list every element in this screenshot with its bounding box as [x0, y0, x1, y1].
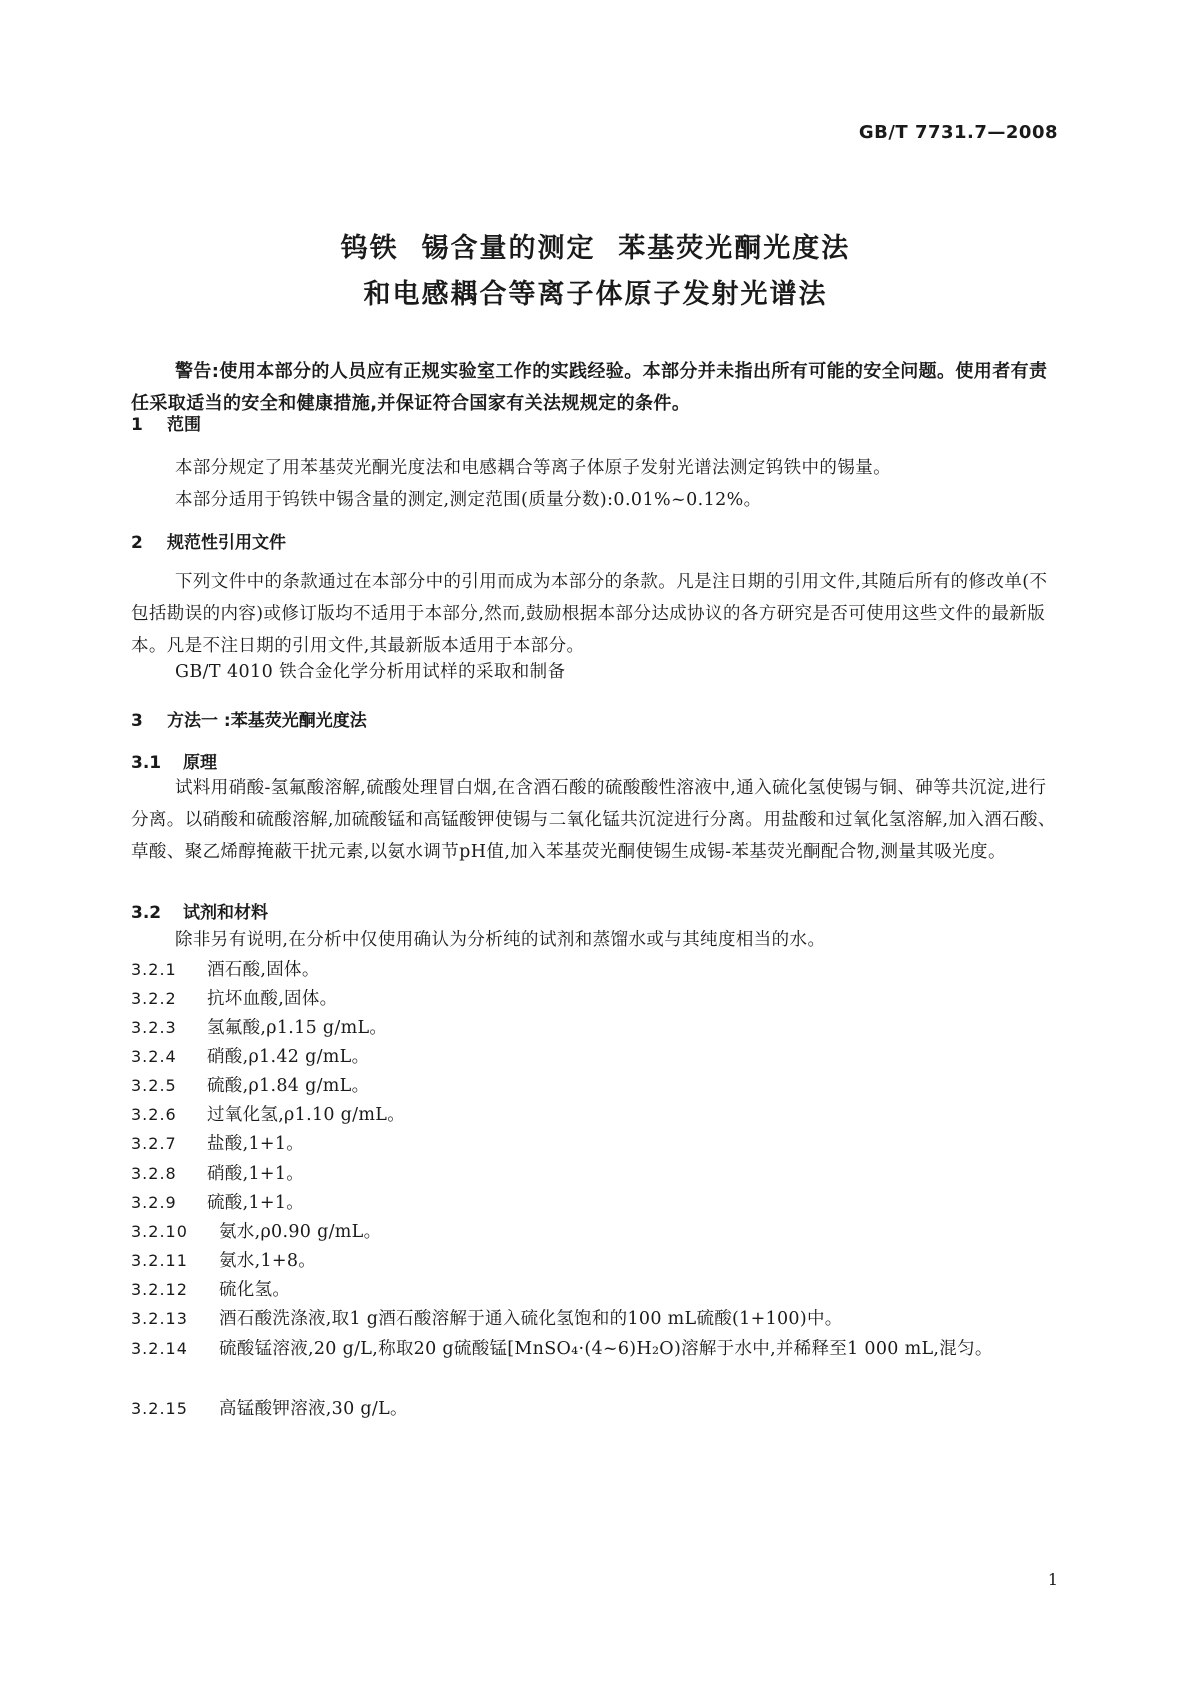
- section-number: 1: [131, 415, 143, 435]
- item-number: 3.2.10: [131, 1222, 188, 1241]
- item-number: 3.2.1: [131, 960, 177, 979]
- item-text: 硝酸,ρ1.42 g/mL。: [207, 1047, 370, 1067]
- document-title: [0, 226, 1191, 318]
- reagent-item: [131, 1333, 1061, 1365]
- section-title: 规范性引用文件: [167, 533, 286, 553]
- item-text: 酒石酸,固体。: [207, 960, 320, 980]
- item-number: 3.2.8: [131, 1164, 177, 1183]
- reagent-item: [131, 1245, 1061, 1277]
- item-number: 3.2.2: [131, 989, 177, 1008]
- item-number: 3.2.15: [131, 1399, 188, 1418]
- item-number: 3.2.6: [131, 1105, 177, 1124]
- item-text: 高锰酸钾溶液,30 g/L。: [219, 1399, 408, 1419]
- section-1-paragraph-2: 本部分适用于钨铁中锡含量的测定,测定范围(质量分数):0.01%~0.12%。: [175, 490, 762, 510]
- normative-reference: GB/T 4010 铁合金化学分析用试样的采取和制备: [175, 662, 566, 682]
- title-line-2: 和电感耦合等离子体原子发射光谱法: [363, 279, 828, 310]
- section-2-paragraph: 下列文件中的条款通过在本部分中的引用而成为本部分的条款。凡是注日期的引用文件,其随后所有的修改单(不包括勘误的内容)或修订版均不适用于本部分,然而,鼓励根据本部分达成协议的各方研究是否可使用这些文件的最新版本。凡是不注日期的引用文件,其最新版本适用于本部分。: [131, 572, 1048, 656]
- item-number: 3.2.5: [131, 1076, 177, 1095]
- reagent-item: [131, 1041, 1061, 1073]
- principle-paragraph: 试料用硝酸-氢氟酸溶解,硫酸处理冒白烟,在含酒石酸的硫酸酸性溶液中,通入硫化氢使锡与铜、砷等共沉淀,进行分离。以硝酸和硫酸溶解,加硫酸锰和高锰酸钾使锡与二氧化锰共沉淀进行分离。用盐酸和过氧化氢溶解,加入酒石酸、草酸、聚乙烯醇掩蔽干扰元素,以氨水调节pH值,加入苯基荧光酮使锡生成锡-苯基荧光酮配合物,测量其吸光度。: [131, 778, 1056, 862]
- item-number: 3.2.12: [131, 1280, 188, 1299]
- item-text: 硫酸,1+1。: [207, 1193, 305, 1213]
- reagent-item: [131, 954, 1061, 986]
- reagent-item: [131, 1099, 1061, 1131]
- item-text: 硫酸锰溶液,20 g/L,称取20 g硫酸锰[MnSO₄·(4~6)H₂O)溶解于水中,并稀释至1 000 mL,混匀。: [219, 1339, 993, 1359]
- subsection-number: 3.1: [131, 753, 162, 773]
- item-text: 硫化氢。: [219, 1280, 291, 1300]
- item-text: 硝酸,1+1。: [207, 1164, 305, 1184]
- item-text: 氢氟酸,ρ1.15 g/mL。: [207, 1018, 388, 1038]
- subsection-title: 试剂和材料: [183, 903, 268, 923]
- section-1-heading: [131, 410, 201, 435]
- item-number: 3.2.7: [131, 1134, 177, 1153]
- item-text: 氨水,ρ0.90 g/mL。: [219, 1222, 382, 1242]
- section-number: 3: [131, 711, 143, 731]
- section-3-2-heading: [131, 898, 268, 923]
- item-number: 3.2.14: [131, 1339, 188, 1358]
- item-text: 氨水,1+8。: [219, 1251, 317, 1271]
- reagents-intro-paragraph: 除非另有说明,在分析中仅使用确认为分析纯的试剂和蒸馏水或与其纯度相当的水。: [175, 930, 826, 950]
- reagent-item: [131, 1216, 1061, 1248]
- reagent-item: [131, 983, 1061, 1015]
- item-number: 3.2.9: [131, 1193, 177, 1212]
- item-text: 抗坏血酸,固体。: [207, 989, 338, 1009]
- item-number: 3.2.11: [131, 1251, 188, 1270]
- subsection-number: 3.2: [131, 903, 162, 923]
- section-3-1-heading: [131, 748, 217, 773]
- subsection-title: 原理: [183, 753, 217, 773]
- reagent-item: [131, 1393, 1061, 1425]
- title-line-1: 钨铁 锡含量的测定 苯基荧光酮光度法: [340, 233, 851, 264]
- section-number: 2: [131, 533, 143, 553]
- section-title: 范围: [167, 415, 201, 435]
- item-number: 3.2.3: [131, 1018, 177, 1037]
- section-1-paragraph-1: 本部分规定了用苯基荧光酮光度法和电感耦合等离子体原子发射光谱法测定钨铁中的锡量。: [175, 458, 891, 478]
- reagent-item: [131, 1158, 1061, 1190]
- reagent-item: [131, 1070, 1061, 1102]
- item-number: 3.2.4: [131, 1047, 177, 1066]
- item-text: 酒石酸洗涤液,取1 g酒石酸溶解于通入硫化氢饱和的100 mL硫酸(1+100)中。: [219, 1309, 843, 1329]
- warning-paragraph: 警告:使用本部分的人员应有正规实验室工作的实践经验。本部分并未指出所有可能的安全问题。使用者有责任采取适当的安全和健康措施,并保证符合国家有关法规规定的条件。: [131, 361, 1048, 414]
- section-3-heading: [131, 706, 367, 731]
- reagent-item: [131, 1128, 1061, 1160]
- section-2-heading: [131, 528, 286, 553]
- section-title: 方法一 :苯基荧光酮光度法: [167, 711, 367, 731]
- item-number: 3.2.13: [131, 1309, 188, 1328]
- item-text: 过氧化氢,ρ1.10 g/mL。: [207, 1105, 405, 1125]
- item-text: 硫酸,ρ1.84 g/mL。: [207, 1076, 370, 1096]
- reagent-item: [131, 1187, 1061, 1219]
- standard-number: GB/T 7731.7—2008: [858, 122, 1058, 143]
- page-number: 1: [1047, 1570, 1058, 1589]
- item-text: 盐酸,1+1。: [207, 1134, 305, 1154]
- reagent-item: [131, 1012, 1061, 1044]
- reagent-item: [131, 1274, 1061, 1306]
- reagent-item: [131, 1303, 1061, 1335]
